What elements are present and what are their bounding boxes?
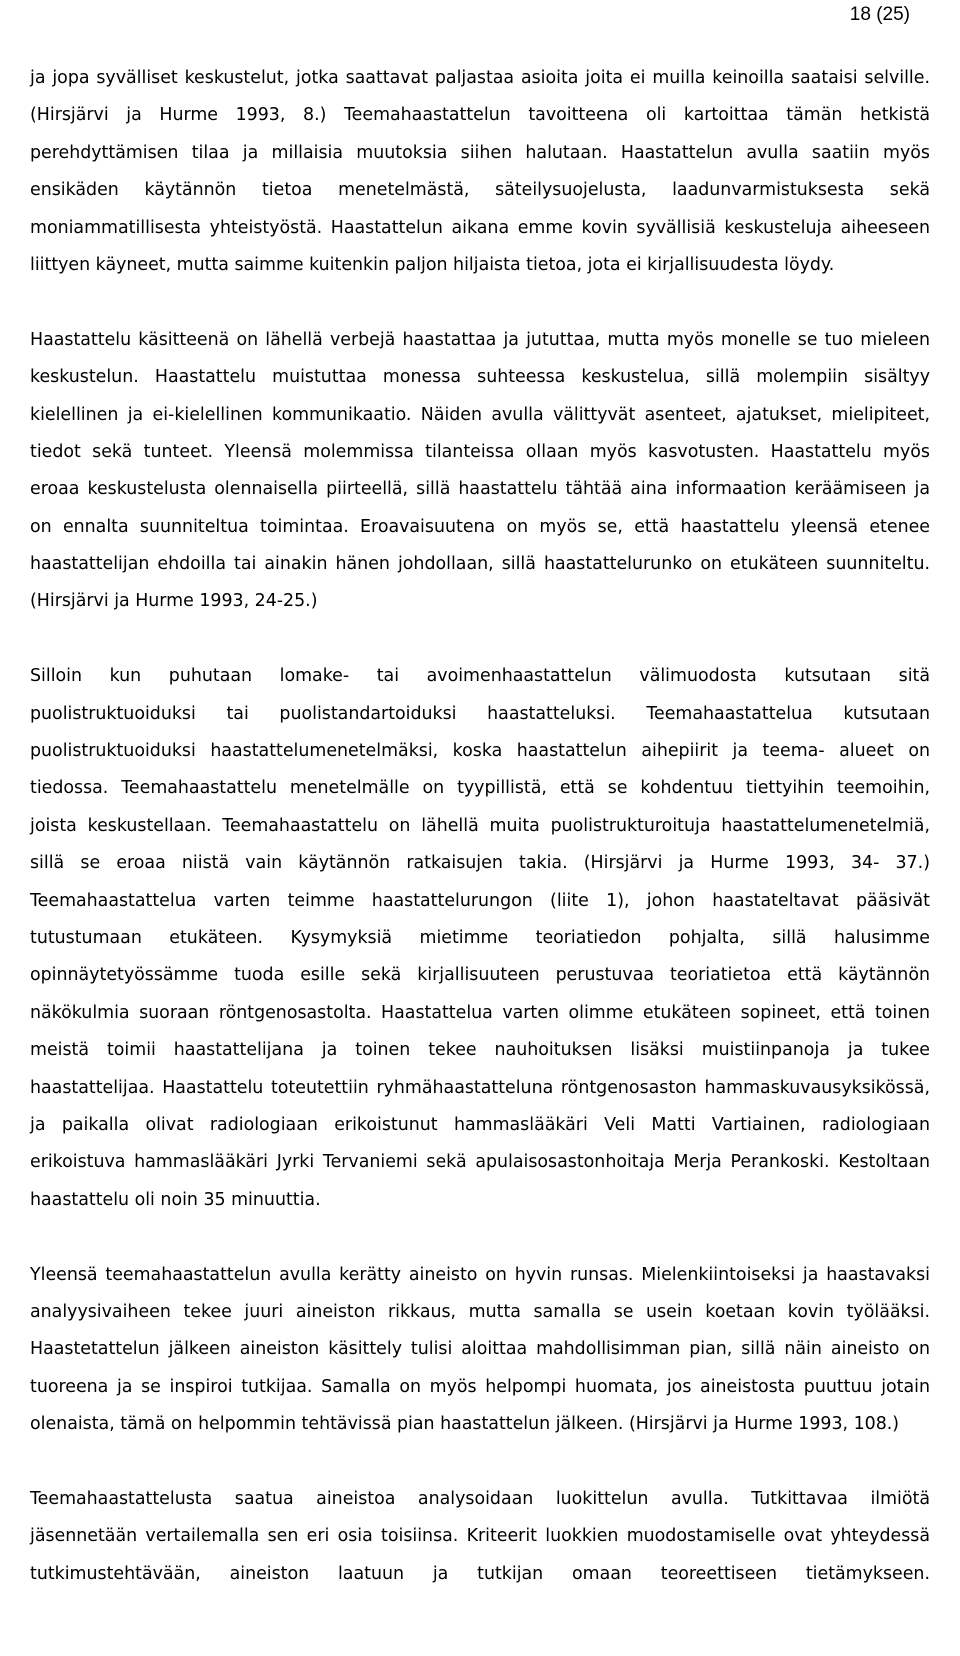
- text-line: puolistruktuoiduksi tai puolistandartoiduksi haastatteluksi. Teemahaastattelua kutsutaan: [30, 703, 930, 724]
- text-line: haastattelijan ehdoilla tai ainakin hänen johdollaan, sillä haastattelurunko on etukäteen suunniteltu.: [30, 554, 930, 575]
- paragraph-spacer: [30, 1443, 930, 1480]
- text-line: kielellinen ja ei-kielellinen kommunikaatio. Näiden avulla välittyvät asenteet, ajatukset, mielipiteet,: [30, 404, 930, 425]
- text-line: tuoreena ja se inspiroi tutkijaa. Samalla on myös helpompi huomata, jos aineistosta puuttuu jotain: [30, 1376, 930, 1397]
- text-line: analyysivaiheen tekee juuri aineiston rikkaus, mutta samalla se usein koetaan kovin työlääksi.: [30, 1301, 930, 1322]
- paragraph-theme-interview: [30, 658, 930, 1219]
- text-line: opinnäytetyössämme tuoda esille sekä kirjallisuuteen perustuvaa teoriatietoa että käytännön: [30, 965, 930, 986]
- text-line: (Hirsjärvi ja Hurme 1993, 8.) Teemahaastattelun tavoitteena oli kartoittaa tämän hetkistä: [30, 105, 930, 126]
- text-line: on ennalta suunniteltua toimintaa. Eroavaisuutena on myös se, että haastattelu yleensä etenee: [30, 516, 930, 537]
- paragraph-spacer: [30, 284, 930, 321]
- text-line: olenaista, tämä on helpommin tehtävissä pian haastattelun jälkeen. (Hirsjärvi ja Hurme 1993, 108.): [30, 1414, 900, 1435]
- text-line: Haastetattelun jälkeen aineiston käsittely tulisi aloittaa mahdollisimman pian, sillä näin aineisto on: [30, 1339, 930, 1360]
- text-line: jäsennetään vertailemalla sen eri osia toisiinsa. Kriteerit luokkien muodostamiselle ovat yhteydessä: [30, 1526, 930, 1547]
- text-line: tutkimustehtävään, aineiston laatuun ja tutkijan omaan teoreettiseen tietämykseen.: [30, 1563, 930, 1584]
- text-line: tiedot sekä tunteet. Yleensä molemmissa tilanteissa ollaan myös kasvotusten. Haastattelu myös: [30, 441, 930, 462]
- text-line: eroaa keskustelusta olennaisella piirteellä, sillä haastattelu tähtää aina informaation keräämiseen ja: [30, 479, 930, 500]
- text-line: Yleensä teemahaastattelun avulla kerätty aineisto on hyvin runsas. Mielenkiintoiseksi ja haastavaksi: [30, 1264, 930, 1285]
- text-line: moniammatillisesta yhteistyöstä. Haastattelun aikana emme kovin syvällisiä keskusteluja aiheeseen: [30, 217, 930, 238]
- text-line: haastattelu oli noin 35 minuuttia.: [30, 1189, 321, 1210]
- text-line: erikoistuva hammaslääkäri Jyrki Tervaniemi sekä apulaisosastonhoitaja Merja Perankoski. Kestoltaan: [30, 1152, 930, 1173]
- text-line: ensikäden käytännön tietoa menetelmästä, säteilysuojelusta, laadunvarmistuksesta sekä: [30, 180, 930, 201]
- text-line: meistä toimii haastattelijana ja toinen tekee nauhoituksen lisäksi muistiinpanoja ja tukee: [30, 1040, 930, 1061]
- text-line: tiedossa. Teemahaastattelu menetelmälle on tyypillistä, että se kohdentuu tiettyihin teemoihin,: [30, 778, 930, 799]
- paragraph-classification: [30, 1481, 930, 1593]
- text-line: tutustumaan etukäteen. Kysymyksiä mietimme teoriatiedon pohjalta, sillä halusimme: [30, 927, 930, 948]
- text-line: Silloin kun puhutaan lomake- tai avoimenhaastattelun välimuodosta kutsutaan sitä: [30, 666, 930, 687]
- text-line: (Hirsjärvi ja Hurme 1993, 24-25.): [30, 591, 318, 612]
- paragraph-interview-goals: [30, 60, 930, 284]
- paragraph-material-analysis: [30, 1257, 930, 1444]
- text-line: Haastattelu käsitteenä on lähellä verbejä haastattaa ja jututtaa, mutta myös monelle se tuo mieleen: [30, 329, 930, 350]
- body-text: [30, 60, 930, 1593]
- paragraph-interview-concept: [30, 322, 930, 621]
- text-line: liittyen käyneet, mutta saimme kuitenkin paljon hiljaista tietoa, jota ei kirjallisuudesta löydy.: [30, 254, 835, 275]
- text-line: keskustelun. Haastattelu muistuttaa monessa suhteessa keskustelua, sillä molempiin sisältyy: [30, 367, 930, 388]
- page-number: 18 (25): [849, 4, 910, 25]
- text-line: ja paikalla olivat radiologiaan erikoistunut hammaslääkäri Veli Matti Vartiainen, radiologiaan: [30, 1114, 930, 1135]
- text-line: haastattelijaa. Haastattelu toteutettiin ryhmähaastatteluna röntgenosaston hammaskuvausyksikössä,: [30, 1077, 930, 1098]
- text-line: Teemahaastattelua varten teimme haastattelurungon (liite 1), johon haastateltavat pääsivät: [30, 890, 930, 911]
- paragraph-spacer: [30, 621, 930, 658]
- paragraph-spacer: [30, 1219, 930, 1256]
- text-line: joista keskustellaan. Teemahaastattelu on lähellä muita puolistrukturoituja haastattelumenetelmiä,: [30, 815, 930, 836]
- text-line: puolistruktuoiduksi haastattelumenetelmäksi, koska haastattelun aihepiirit ja teema- alueet on: [30, 741, 930, 762]
- text-line: näkökulmia suoraan röntgenosastolta. Haastattelua varten olimme etukäteen sopineet, että toinen: [30, 1002, 930, 1023]
- text-line: sillä se eroaa niistä vain käytännön ratkaisujen takia. (Hirsjärvi ja Hurme 1993, 34- 37.): [30, 853, 930, 874]
- text-line: ja jopa syvälliset keskustelut, jotka saattavat paljastaa asioita joita ei muilla keinoilla saataisi selville.: [30, 68, 930, 88]
- text-line: perehdyttämisen tilaa ja millaisia muutoksia siihen halutaan. Haastattelun avulla saatiin myös: [30, 142, 930, 163]
- text-line: Teemahaastattelusta saatua aineistoa analysoidaan luokittelun avulla. Tutkittavaa ilmiötä: [30, 1488, 930, 1509]
